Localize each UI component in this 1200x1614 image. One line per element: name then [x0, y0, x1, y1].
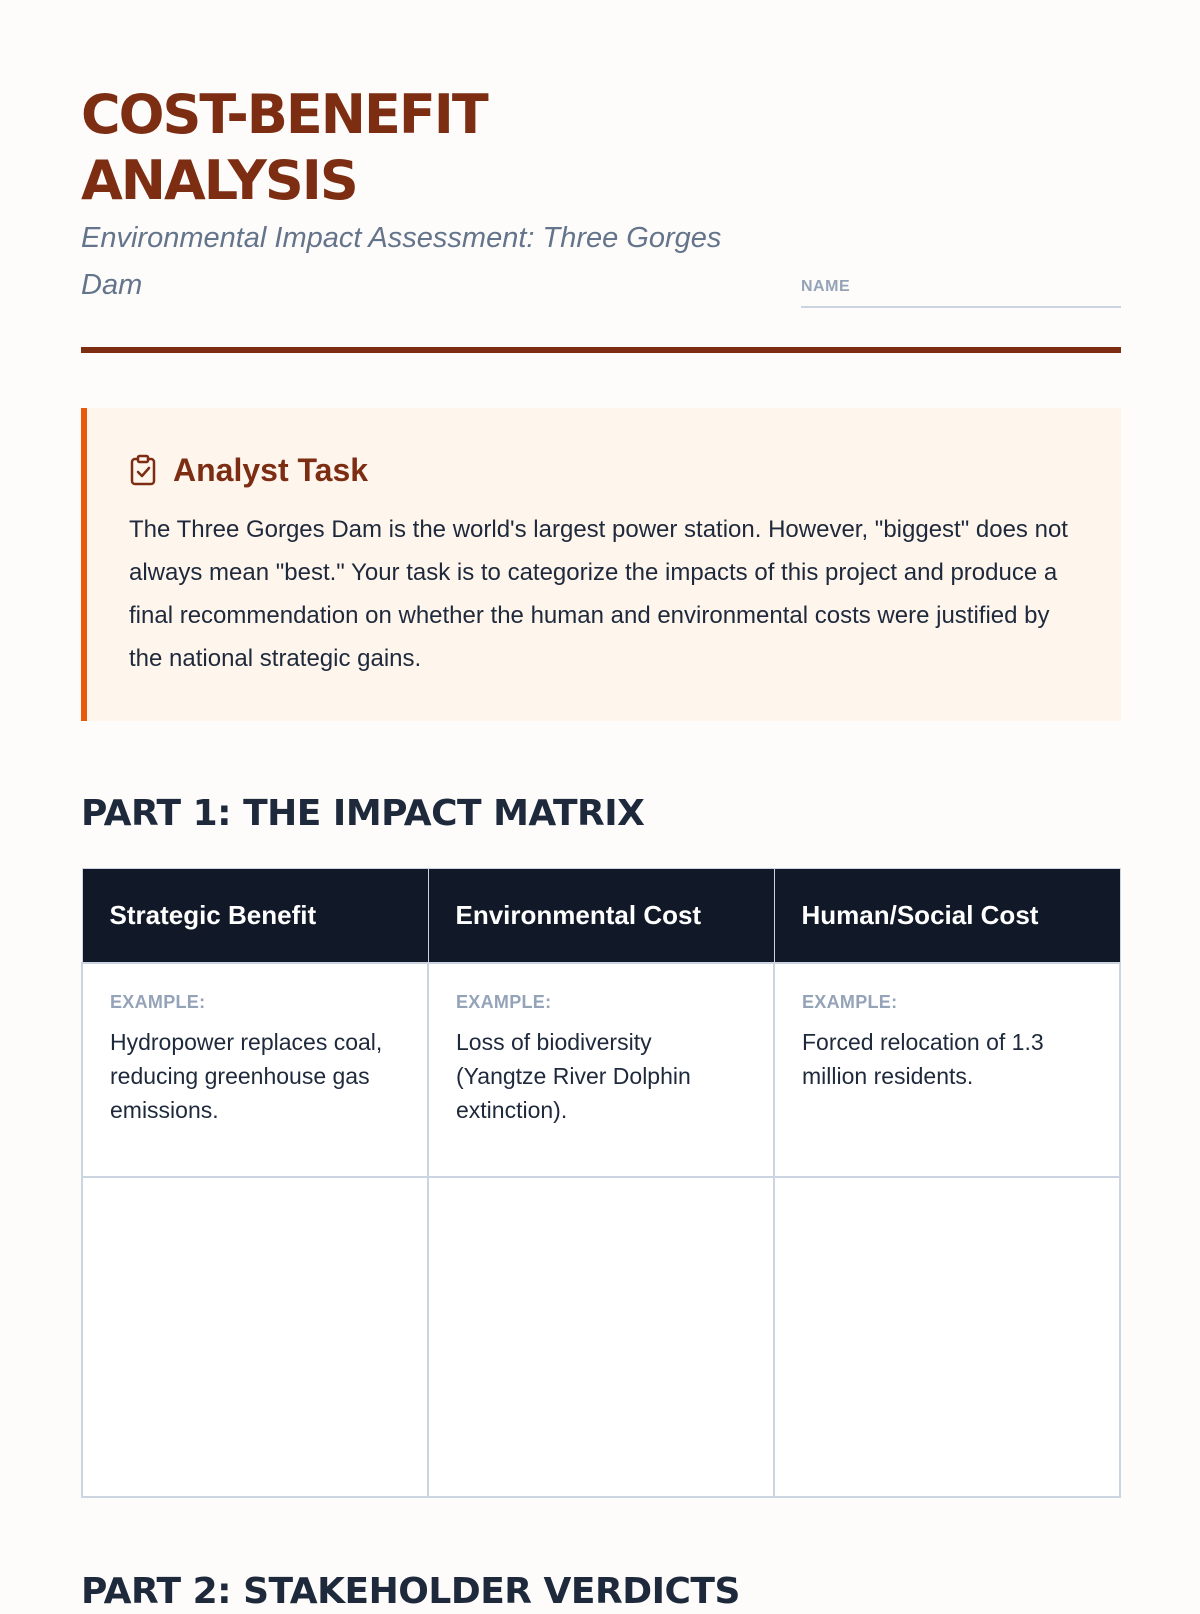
example-cell-environmental-cost — [428, 963, 774, 1177]
example-cell-strategic-benefit — [82, 963, 428, 1177]
answer-cell-human-social-cost[interactable] — [774, 1177, 1120, 1497]
task-title: Analyst Task — [173, 451, 369, 488]
column-header-human-social-cost: Human/Social Cost — [774, 869, 1120, 963]
header-divider — [81, 347, 1121, 353]
worksheet-header — [81, 82, 1121, 354]
table-header-row — [82, 869, 1120, 963]
column-header-environmental-cost: Environmental Cost — [428, 869, 774, 963]
task-description: The Three Gorges Dam is the world's largest power station. However, "biggest" does not always mean "best." Your task is to categorize the impacts of this project and produce a final recommendation on whether the human and environmental costs were justified by the national strategic gains. — [129, 516, 1068, 672]
title-line-1: COST-BENEFIT — [81, 83, 487, 146]
page-subtitle: Environmental Impact Assessment: Three Gorges Dam — [81, 222, 722, 301]
example-text: Forced relocation of 1.3 million residents. — [802, 1028, 1044, 1089]
task-heading — [129, 450, 368, 490]
analyst-task-callout — [81, 408, 1121, 721]
column-header-strategic-benefit: Strategic Benefit — [82, 869, 428, 963]
worksheet-page — [81, 0, 1121, 1612]
example-text: Hydropower replaces coal, reducing greenhouse gas emissions. — [110, 1028, 383, 1123]
example-text: Loss of biodiversity (Yangtze River Dolphin extinction). — [456, 1028, 691, 1123]
clipboard-check-icon — [129, 454, 157, 486]
example-label: EXAMPLE: — [802, 991, 898, 1012]
part1-heading: PART 1: THE IMPACT MATRIX — [81, 793, 645, 834]
impact-matrix-table — [81, 868, 1121, 1498]
example-row — [82, 963, 1120, 1177]
name-label: NAME — [801, 278, 851, 295]
page-title — [81, 82, 781, 214]
example-label: EXAMPLE: — [110, 991, 206, 1012]
name-field[interactable] — [801, 272, 1121, 308]
example-label: EXAMPLE: — [456, 991, 552, 1012]
answer-row — [82, 1177, 1120, 1497]
answer-cell-strategic-benefit[interactable] — [82, 1177, 428, 1497]
example-cell-human-social-cost — [774, 963, 1120, 1177]
title-line-2: ANALYSIS — [81, 149, 357, 212]
answer-cell-environmental-cost[interactable] — [428, 1177, 774, 1497]
part2-heading: PART 2: STAKEHOLDER VERDICTS — [81, 1571, 740, 1612]
